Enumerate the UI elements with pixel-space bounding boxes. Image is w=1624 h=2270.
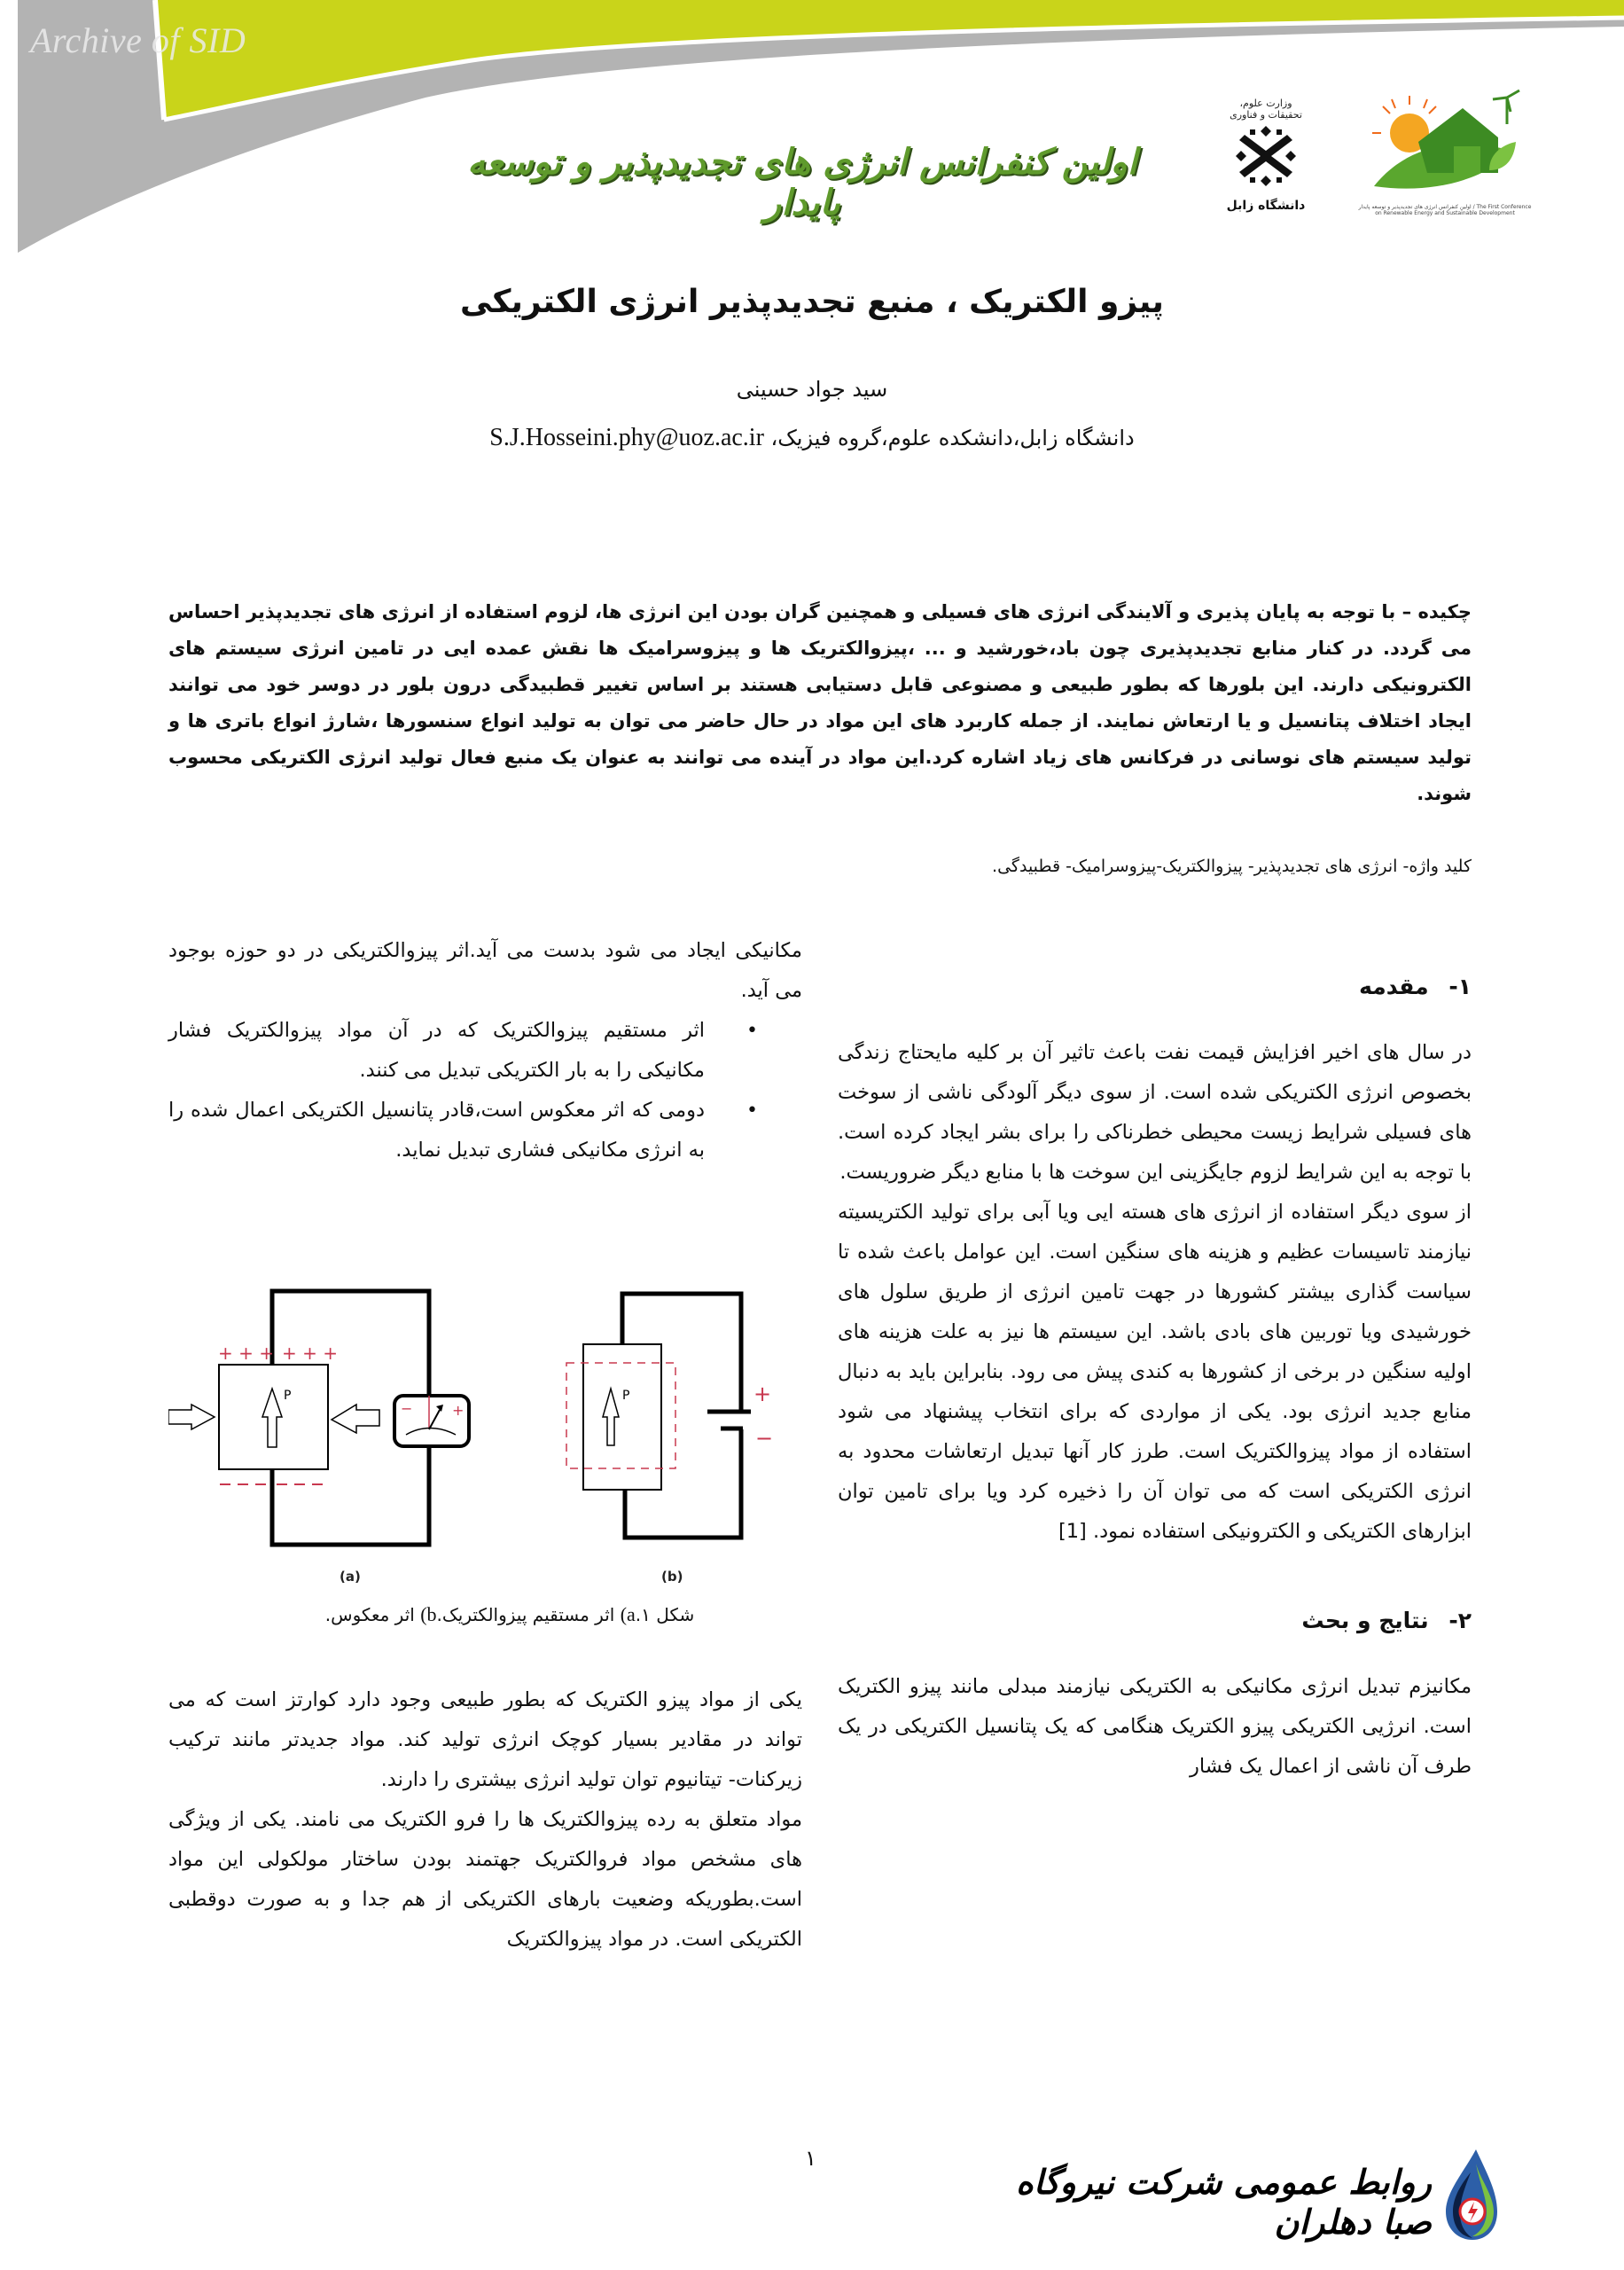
piezo-circuit-diagram xyxy=(168,1259,816,1596)
caption-a-text: اثر مستقیم پیزوالکتریک. xyxy=(436,1604,621,1625)
piezo-effect-list xyxy=(168,1011,802,1170)
figure-caption xyxy=(266,1603,753,1626)
abstract-text: با توجه به پایان پذیری و آلایندگی انرژی های فسیلی و همچنین گران بودن این انرژی ها، لزوم استفاده از انرژی های تجدیدپذیر احساس می گردد. در کنار منابع تجدیدپذیری چون باد،خورشید و ... ،پیزوالکتریک ها و پیزوسرامیک ها نقش عمده ایی در تامین انرژی سیستم های الکترونیکی دارند. این بلورها که بطور طبیعی و مصنوعی قابل دستیابی هستند بر اساس تغییر قطبیدگی درون بلور در دوسر خود می توانند ایجاد اختلاف پتانسیل و یا ارتعاش نمایند. از جمله کاربرد های این مواد در حال حاضر می توان به تولید انواع سنسورها ،شارژ انواع باتری ها و تولید سیستم های نوسانی در فرکانس های زیاد اشاره کرد.این مواد در آینده می توانند به عنوان یک منبع فعال تولید انرژی الکتریکی محسوب شوند. xyxy=(168,601,1472,804)
affiliation-text: دانشگاه زابل،دانشکده علوم،گروه فیزیک، xyxy=(770,426,1135,450)
bullet-icon: • xyxy=(746,1100,758,1122)
section-spacer xyxy=(838,1552,1472,1601)
conference-logo xyxy=(1356,89,1534,222)
university-emblem-icon xyxy=(1230,121,1301,192)
archive-watermark: Archive of SID xyxy=(30,20,246,60)
conference-title-banner: اولین کنفرانس انرژی های تجدیدپذیر و توسعه پایدار xyxy=(467,142,1137,223)
caption-b-text: اثر معکوس. xyxy=(324,1604,421,1625)
publisher-footer xyxy=(971,2146,1503,2243)
caption-b-marker: b) xyxy=(420,1603,437,1625)
publisher-text: روابط عمومی شرکت نیروگاه صبا دهلران xyxy=(1015,2162,1432,2242)
conference-header xyxy=(0,0,1624,266)
intro-paragraph-2: از سوی دیگر استفاده از انرژی های هسته ایی ویا آبی برای تولید الکتریسیته نیازمند تاسیسات عظیم و هزینه های سنگین است. این عوامل باعث شده تا سیاست گذاری بیشتر کشورها در جهت تامین انرژی از طریق سلول های خورشیدی ویا توربین های بادی باشد. این سیستم ها نیز به علت هزینه های اولیه سنگین در برخی از کشورها به کندی پیش می رود. بنابراین باید به دنبال منابع جدید انرژی بود. یکی از مواردی که برای انتخاب پیشنهاد می شود استفاده از مواد پیزوالکتریک است. طرز کار آنها تبدیل ارتعاشات محدود به انرژی الکتریکی است که می توان آن را ذخیره کرد ویا برای تامین توان ابزارهای الکتریکی و الکترونیکی استفاده نمود. [1] xyxy=(838,1201,1472,1543)
power-plant-drop-icon xyxy=(1441,2146,1503,2243)
section-title: نتایج و بحث xyxy=(1301,1608,1429,1633)
bullet-icon: • xyxy=(746,1020,758,1042)
author-name: سید جواد حسینی xyxy=(736,377,888,402)
svg-text:+: + xyxy=(753,1382,772,1406)
university-of-zabol-logo xyxy=(1222,98,1310,231)
caption-prefix: شکل ۱. xyxy=(635,1604,695,1625)
list-item-text: دومی که اثر معکوس است،قادر پتانسیل الکتریکی اعمال شده را به انرژی مکانیکی فشاری تبدیل نماید. xyxy=(168,1099,705,1162)
panel-a-label: (a) xyxy=(340,1569,361,1585)
figure-1-piezo-circuits xyxy=(168,1259,816,1596)
author-affiliation xyxy=(266,424,1358,452)
results-paragraph-1: مکانیزم تبدیل انرژی مکانیکی به الکتریکی نیازمند مبدلی مانند پیزو الکتریک است. انرژیی الکتریکی پیزو الکتریک هنگامی که یک پتانسیل الکتریکی در یک طرف آن ناشی از اعمال یک فشار xyxy=(838,1675,1472,1778)
keywords: کلید واژه- انرژی های تجدیدپذیر- پیزوالکتریک-پیزوسرامیک- قطبیدگی. xyxy=(992,857,1472,876)
right-column xyxy=(838,967,1472,1787)
quartz-paragraph: یکی از مواد پیزو الکتریک که بطور طبیعی وجود دارد کوارتز است که می تواند در مقادیر بسیار کوچک انرژی تولید کند. مواد جدیدتر مانند ترکیب زیرکنات- تیتانیوم توان تولید انرژی بیشتری را دارند. xyxy=(168,1688,802,1791)
green-house-sun-leaf-icon xyxy=(1356,89,1534,204)
svg-text:P: P xyxy=(284,1389,292,1403)
page-number: ۱ xyxy=(805,2146,816,2171)
left-column-upper xyxy=(168,931,802,1170)
ministry-caption: وزارت علوم، تحقیقات و فناوری xyxy=(1230,98,1302,121)
results-continuation: مکانیکی ایجاد می شود بدست می آید.اثر پیزوالکتریکی در دو حوزه بوجود می آید. xyxy=(168,939,802,1002)
author-email-link[interactable]: S.J.Hosseini.phy@uoz.ac.ir xyxy=(489,424,764,451)
panel-b-label: (b) xyxy=(661,1569,683,1585)
plus-charges-right: + + + xyxy=(282,1342,338,1364)
svg-text:+: + xyxy=(452,1402,465,1419)
paper-title: پیزو الکتریک ، منبع تجدیدپذیر انرژی الکتریکی xyxy=(460,284,1164,320)
section-number: ۱- xyxy=(1448,974,1472,999)
section-heading-introduction xyxy=(838,967,1472,1006)
panel-a-direct-effect xyxy=(168,1291,469,1585)
left-column-lower xyxy=(168,1680,802,1960)
svg-text:−: − xyxy=(401,1400,413,1417)
panel-b-inverse-effect xyxy=(566,1294,773,1585)
caption-a-marker: a) xyxy=(620,1603,636,1625)
section-heading-results xyxy=(838,1601,1472,1640)
university-name-caption: دانشگاه زابل xyxy=(1226,199,1306,213)
section-number: ۲- xyxy=(1448,1608,1472,1633)
section-title: مقدمه xyxy=(1359,974,1429,999)
intro-paragraph-1: در سال های اخیر افزایش قیمت نفت باعث تاثیر آن بر کلیه مایحتاج زندگی بخصوص انرژی الکتریکی شده است. از سوی دیگر آلودگی ناشی از سوخت های فسیلی شرایط زیست محیطی خطرناکی را برای بشر ایجاد کرده است. با توجه به این شرایط لزوم جایگزینی این سوخت ها با منابع دیگر ضروریست. xyxy=(838,1041,1472,1184)
conference-logo-caption: اولین کنفرانس انرژی های تجدیدپذیر و توسعه پایدار / The First Conference on Renewable Energy and Sustainable Development xyxy=(1358,204,1532,216)
list-item xyxy=(168,1011,802,1091)
list-item xyxy=(168,1091,802,1170)
abstract-label: چکیده – xyxy=(1401,601,1472,622)
svg-text:−: − xyxy=(755,1426,774,1451)
ferroelectric-paragraph: مواد متعلق به رده پیزوالکتریک ها را فرو الکتریک می نامند. یکی از ویژگی های مشخص مواد فروالکتریک جهتمند بودن ساختار مولکولی این مواد است.بطوریکه وضعیت بارهای الکتریکی از هم جدا و به صورت دوقطبی الکتریکی است. در مواد پیزوالکتریک xyxy=(168,1808,802,1951)
list-item-text: اثر مستقیم پیزوالکتریک که در آن مواد پیزوالکتریک فشار مکانیکی را به بار الکتریکی تبدیل می کنند. xyxy=(168,1019,705,1082)
abstract xyxy=(168,594,1472,812)
plus-charges-left: + + + xyxy=(218,1342,274,1364)
svg-text:P: P xyxy=(622,1389,630,1403)
